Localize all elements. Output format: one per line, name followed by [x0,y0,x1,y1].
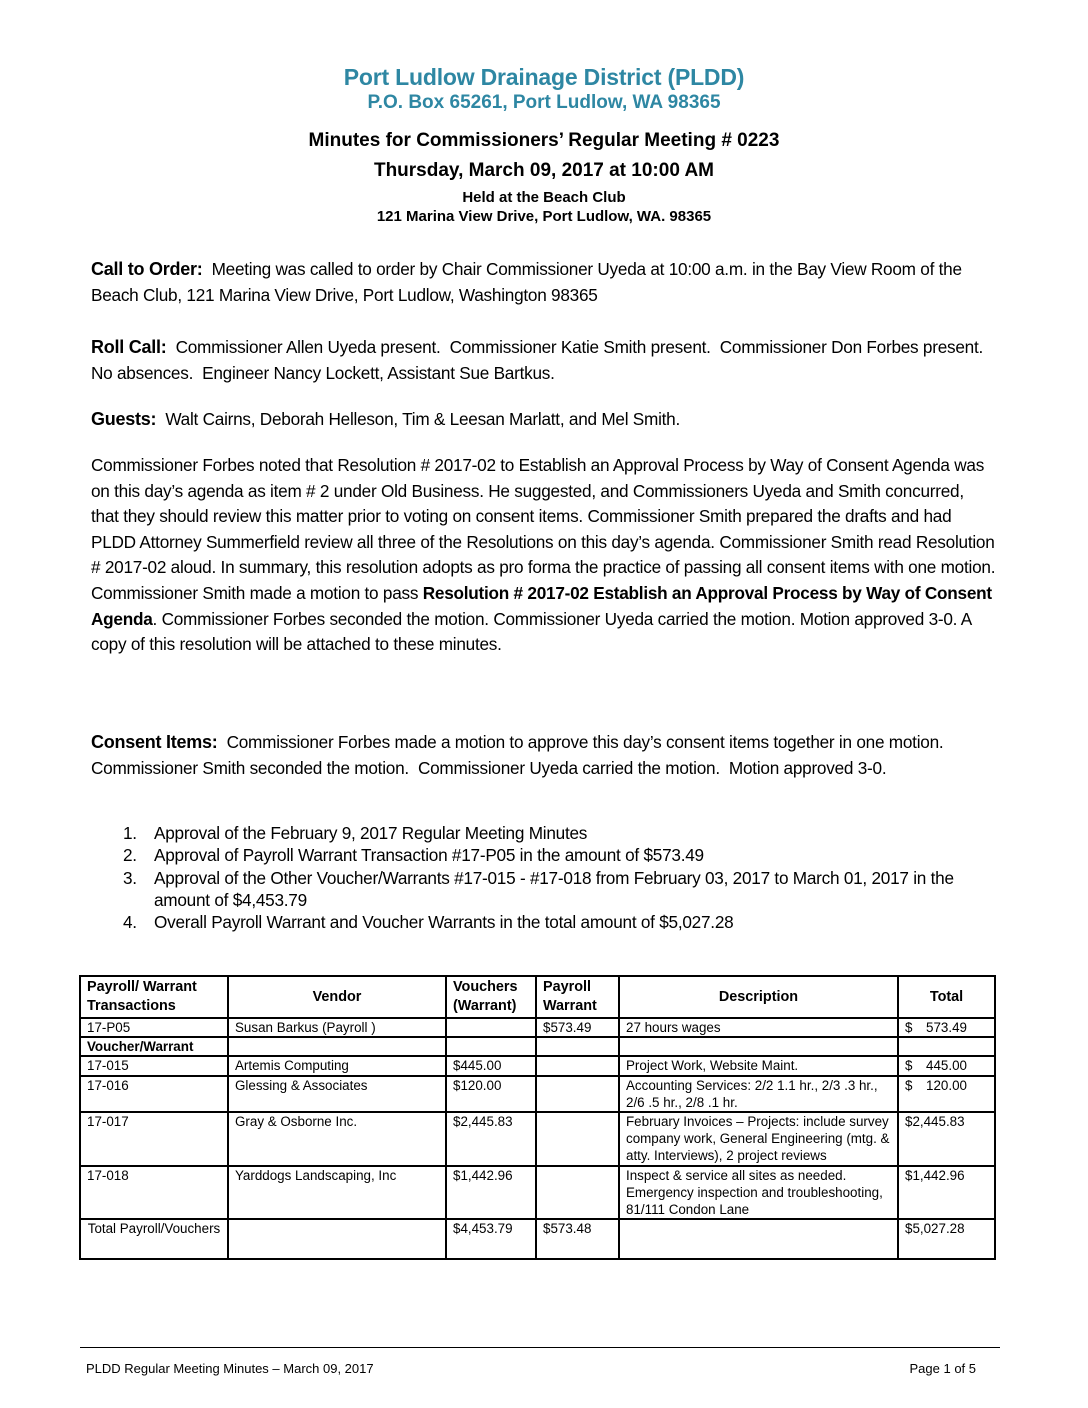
resolution-text-after: . Commissioner Forbes seconded the motion. Commissioner Uyeda carried the motion. Motion approved 3-0. A copy of this resolution will be attached to these minutes. [91,608,972,655]
org-name: Port Ludlow Drainage District (PLDD) [343,64,745,90]
footer-divider [80,1347,1000,1348]
column-header-transactions: Payroll/ Warrant Transactions [80,976,228,1018]
column-header-total: Total [898,976,995,1018]
org-address: P.O. Box 65261, Port Ludlow, WA 98365 [367,92,721,113]
table-row: 17-015 Artemis Computing $445.00 Project Work, Website Maint. $ 445.00 [80,1056,995,1075]
footer-doc-title: PLDD Regular Meeting Minutes – March 09, 2017 [86,1361,374,1376]
roll-call-section [91,335,996,386]
call-to-order-text: Meeting was called to order by Chair Commissioner Uyeda at 10:00 a.m. in the Bay View Room of the Beach Club, 121 Marina View Drive, Port Ludlow, Washington 98365 [91,259,967,305]
meeting-venue: Held at the Beach Club [462,189,626,206]
page-title: Minutes for Commissioners’ Regular Meeting # 0223 [308,130,780,151]
table-row: 17-017 Gray & Osborne Inc. $2,445.83 February Invoices – Projects: include survey company work, General Engineering (mtg. & atty. Interviews), 2 project reviews $2,445.83 [80,1112,995,1166]
table-header-row [80,976,995,1018]
roll-call-text: Commissioner Allen Uyeda present. Commissioner Katie Smith present. Commissioner Don Forbes present. No absences. Engineer Nancy Lockett, Assistant Sue Bartkus. [91,337,993,383]
list-item: 1. Approval of the February 9, 2017 Regular Meeting Minutes [123,823,588,843]
list-item: 3. Approval of the Other Voucher/Warrants #17-015 - #17-018 from February 03, 2017 to March 01, 2017 in the amount of $4,453.79 [123,867,954,910]
payroll-warrant-table [79,975,996,1260]
table-row: 17-P05 Susan Barkus (Payroll ) $573.49 27 hours wages $ 573.49 [80,1018,995,1037]
column-header-vendor: Vendor [228,976,446,1018]
resolution-text: Commissioner Forbes noted that Resolution # 2017-02 to Establish an Approval Process by Way of Consent Agenda was on this day’s agenda as item # 2 under Old Business. He suggested, and Commissioners Uyeda and Smith concurred, that they should review this matter prior to voting on consent items. Commissioner Smith prepared the drafts and had PLDD Attorney Summerfield review all three of the Resolutions on this day’s agenda. Commissioner Smith read Resolution # 2017-02 aloud. In summary, this resolution adopts as pro forma the practice of passing all consent items with one motion. Commissioner Smith made a motion to pass [91,455,996,603]
roll-call-label: Roll Call: [91,337,167,357]
table-row: 17-018 Yarddogs Landscaping, Inc $1,442.96 Inspect & service all sites as needed. Emergency inspection and troubleshooting, 81/111 Condon Lane $1,442.96 [80,1166,995,1220]
column-header-payroll: Payroll Warrant [536,976,619,1018]
column-header-vouchers: Vouchers (Warrant) [446,976,536,1018]
guests-section [91,407,996,433]
table-row: 17-016 Glessing & Associates $120.00 Accounting Services: 2/2 1.1 hr., 2/3 .3 hr., 2/6 .5 hr., 2/8 .1 hr. $ 120.00 [80,1076,995,1112]
meeting-date: Thursday, March 09, 2017 at 10:00 AM [373,160,715,181]
meeting-location: 121 Marina View Drive, Port Ludlow, WA. 98365 [376,208,712,225]
table-total-row: Total Payroll/Vouchers $4,453.79 $573.48 $5,027.28 [80,1219,995,1259]
column-header-description: Description [619,976,898,1018]
page-number: Page 1 of 5 [909,1361,976,1376]
call-to-order-label: Call to Order: [91,259,203,279]
consent-items-section [91,730,996,781]
resolution-title: Resolution # 2017-02 Establish an Approval Process by Way of Consent Agenda [91,582,992,629]
resolution-paragraph [91,453,996,658]
consent-items-text: Commissioner Forbes made a motion to approve this day’s consent items together in one motion. Commissioner Smith seconded the motion. Commissioner Uyeda carried the motion. Motion approved 3-0. [91,732,953,778]
list-item: 4. Overall Payroll Warrant and Voucher Warrants in the total amount of $5,027.28 [123,912,734,933]
call-to-order-section [91,257,996,308]
consent-items-label: Consent Items: [91,732,218,752]
guests-label: Guests: [91,409,157,429]
list-item: 2. Approval of Payroll Warrant Transaction #17-P05 in the amount of $573.49 [123,845,704,866]
guests-text: Walt Cairns, Deborah Helleson, Tim & Leesan Marlatt, and Mel Smith. [156,409,681,429]
consent-items-list [123,822,1003,933]
table-subheader-row: Voucher/Warrant [80,1037,995,1056]
